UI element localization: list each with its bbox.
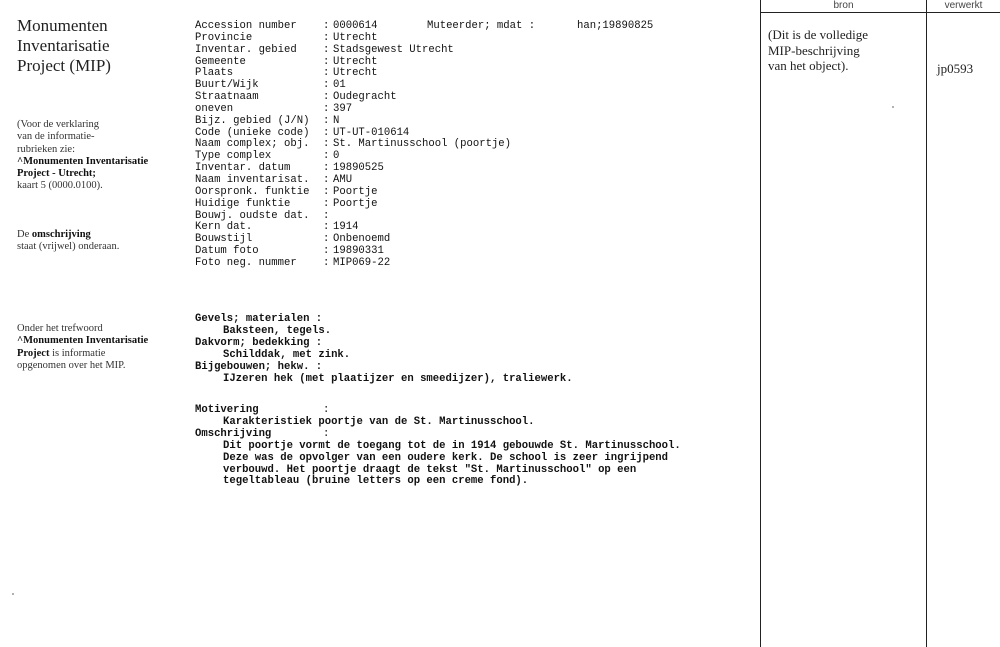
field-label: Straatnaam xyxy=(195,91,259,104)
text-sections xyxy=(195,405,681,488)
colon: : xyxy=(323,404,330,416)
note-line: kaart 5 (0000.0100). xyxy=(17,180,103,192)
field-value: 0 xyxy=(333,150,340,163)
colon: : xyxy=(323,162,330,175)
field-row xyxy=(195,45,511,57)
muteerder-value: han;19890825 xyxy=(577,20,654,32)
field-value: UT-UT-010614 xyxy=(333,126,410,139)
field-value: AMU xyxy=(333,173,353,186)
omschrijving-line: tegeltableau (bruine letters op een creme fond). xyxy=(223,475,529,488)
colon: : xyxy=(323,221,330,234)
note-bold: omschrijving xyxy=(31,229,91,240)
record-fields xyxy=(195,21,511,270)
colon: : xyxy=(323,55,330,68)
field-label: Bijz. gebied (J/N) xyxy=(195,114,310,127)
field-value: MIP069-22 xyxy=(333,256,391,269)
field-value: Onbenoemd xyxy=(333,233,391,246)
note-prefix: De xyxy=(17,229,32,240)
section-body: Schilddak, met zink. xyxy=(223,349,351,361)
field-row xyxy=(195,199,511,211)
field-label: Naam inventarisat. xyxy=(195,173,310,186)
colon: : xyxy=(323,209,330,222)
scan-speck xyxy=(12,593,14,595)
colon: : xyxy=(323,233,330,246)
colon: : xyxy=(323,256,330,269)
table-border-left xyxy=(760,0,761,647)
field-row xyxy=(195,187,511,199)
record-sections xyxy=(195,313,573,385)
note-line: (Voor de verklaring xyxy=(17,119,100,130)
colon: : xyxy=(528,20,536,32)
field-row xyxy=(195,258,511,270)
field-row xyxy=(195,33,511,45)
omschrijving-line: verbouwd. Het poortje draagt de tekst "St. Martinusschool" op een xyxy=(223,463,637,476)
title-line: Project (MIP) xyxy=(17,56,111,75)
field-value: Utrecht xyxy=(333,31,378,44)
colon: : xyxy=(323,67,330,80)
field-label: Provincie xyxy=(195,31,253,44)
motivering-label: Motivering xyxy=(195,404,259,416)
field-value: Oudegracht xyxy=(333,91,397,104)
field-label: Huidige funktie xyxy=(195,197,291,210)
field-value: 19890525 xyxy=(333,162,384,175)
colon: : xyxy=(323,173,330,186)
note-line: rubrieken zie: xyxy=(17,143,76,155)
field-value: N xyxy=(333,114,340,127)
explanation-note xyxy=(17,119,182,193)
field-value: 397 xyxy=(333,102,353,115)
muteerder-label: Muteerder; mdat xyxy=(427,20,523,32)
trefwoord-note xyxy=(17,323,182,372)
note-reference-bold: Project xyxy=(17,347,50,359)
verwerkt-cell: jp0593 xyxy=(937,61,974,76)
field-label: Gemeente xyxy=(195,55,246,68)
field-value: Poortje xyxy=(333,197,378,210)
note-reference-bold: Project - Utrecht; xyxy=(17,168,96,180)
field-label: Plaats xyxy=(195,67,234,80)
bron-line: van het object). xyxy=(768,58,849,73)
field-label: Naam complex; obj. xyxy=(195,138,310,151)
field-row xyxy=(195,92,511,104)
note-line: staat (vrijwel) onderaan. xyxy=(17,241,120,253)
colon: : xyxy=(323,43,330,56)
colon: : xyxy=(323,126,330,139)
section-label: Gevels; materialen : xyxy=(195,313,323,325)
field-label: Code (unieke code) xyxy=(195,126,310,139)
mip-title xyxy=(17,16,187,76)
colon: : xyxy=(323,150,330,163)
note-reference-bold: ^Monumenten Inventarisatie xyxy=(17,155,149,167)
colon: : xyxy=(323,31,330,44)
colon: : xyxy=(323,185,330,198)
muteerder-field xyxy=(427,21,653,33)
bron-header: bron xyxy=(833,0,854,11)
scan-speck xyxy=(892,106,894,108)
field-label: Buurt/Wijk xyxy=(195,79,259,92)
omschrijving-note xyxy=(17,229,182,254)
field-row xyxy=(195,104,511,116)
colon: : xyxy=(323,197,330,210)
field-label: Oorspronk. funktie xyxy=(195,185,310,198)
field-value: 0000614 xyxy=(333,20,378,32)
section-label: Bijgebouwen; hekw. : xyxy=(195,361,323,373)
colon: : xyxy=(323,245,330,258)
section-label: Dakvorm; bedekking : xyxy=(195,337,323,349)
omschrijving-line: Dit poortje vormt de toegang tot de in 1914 gebouwde St. Martinusschool. xyxy=(223,439,681,452)
note-line: van de informatie- xyxy=(17,131,95,143)
note-line: Onder het trefwoord xyxy=(17,323,103,334)
field-label: Accession number xyxy=(195,20,297,32)
field-label: Type complex xyxy=(195,150,272,163)
field-label: oneven xyxy=(195,102,234,115)
bron-line: MIP-beschrijving xyxy=(768,42,860,58)
field-value: 01 xyxy=(333,79,346,92)
colon: : xyxy=(323,91,330,104)
field-label: Datum foto xyxy=(195,245,259,258)
field-value: Stadsgewest Utrecht xyxy=(333,43,454,56)
motivering-body: Karakteristiek poortje van de St. Martinusschool. xyxy=(223,415,535,428)
field-label: Foto neg. nummer xyxy=(195,256,297,269)
omschrijving-line: Deze was de opvolger van een oudere kerk. De school is zeer ingrijpend xyxy=(223,451,669,464)
colon: : xyxy=(323,114,330,127)
field-row xyxy=(195,116,511,128)
note-text: is informatie xyxy=(49,347,106,359)
bron-cell xyxy=(768,27,918,74)
note-reference-bold: ^Monumenten Inventarisatie xyxy=(17,335,149,347)
field-value: 1914 xyxy=(333,221,359,234)
colon: : xyxy=(323,427,330,440)
field-label: Inventar. datum xyxy=(195,162,291,175)
colon: : xyxy=(323,79,330,92)
omschrijving-label: Omschrijving xyxy=(195,427,272,440)
field-label: Bouwstijl xyxy=(195,233,253,246)
colon: : xyxy=(323,138,330,151)
field-value: Utrecht xyxy=(333,55,378,68)
field-label: Kern dat. xyxy=(195,221,253,234)
bron-line: (Dit is de volledige xyxy=(768,27,869,42)
field-value: 19890331 xyxy=(333,245,384,258)
field-value: Utrecht xyxy=(333,67,378,80)
title-line: Inventarisatie xyxy=(17,36,110,55)
field-value: St. Martinusschool (poortje) xyxy=(333,138,512,151)
field-value: Poortje xyxy=(333,185,378,198)
table-divider xyxy=(926,0,927,647)
note-line: opgenomen over het MIP. xyxy=(17,359,126,371)
section-body: IJzeren hek (met plaatijzer en smeedijzer), traliewerk. xyxy=(223,373,573,385)
title-line: Monumenten xyxy=(17,16,108,35)
section-body: Baksteen, tegels. xyxy=(223,325,332,337)
field-label: Inventar. gebied xyxy=(195,43,297,56)
table-header-border xyxy=(760,12,1000,13)
colon: : xyxy=(323,20,330,32)
field-label: Bouwj. oudste dat. xyxy=(195,209,310,222)
colon: : xyxy=(323,102,330,115)
verwerkt-header: verwerkt xyxy=(944,0,983,11)
